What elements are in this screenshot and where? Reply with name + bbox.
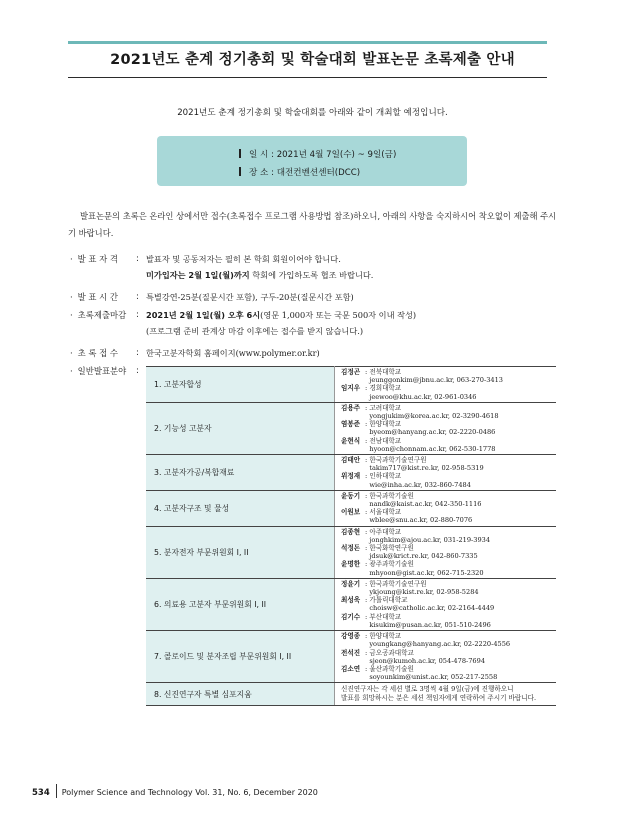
contact-list: [335, 631, 557, 683]
contact-person: 강영종 : 한양대학교 youngkang@hanyang.ac.kr, 02-2220-4556: [341, 632, 511, 649]
table-row: [146, 455, 556, 491]
category-name: 3. 고분자가공/복합재료: [146, 455, 335, 491]
contact-person: 정윤기 : 한국과학기술연구원 ykjoung@kist.re.kr, 02-958-5284: [341, 579, 479, 597]
table-row-special: [146, 683, 556, 706]
page-footer: [32, 784, 318, 798]
contact-person: 김용주 : 고려대학교 yongjukim@korea.ac.kr, 02-3290-4618: [341, 403, 499, 421]
person-name: 윤명한: [341, 560, 361, 569]
contact-person: 전석진 : 금오공과대학교 sjeon@kumoh.ac.kr, 054-478-7694: [341, 648, 486, 665]
person-name: 김종현: [341, 527, 361, 536]
submit-value: 한국고분자학회 홈페이지(www.polymer.or.kr): [146, 348, 320, 358]
person-contact: nandk@kaist.ac.kr, 042-350-1116: [369, 500, 482, 509]
person-contact: jdsuk@krict.re.kr, 042-860-7335: [369, 552, 478, 561]
person-name: 김기수: [341, 612, 361, 621]
person-affiliation: 한양대학교: [369, 420, 402, 429]
person-name: 위정재: [341, 472, 361, 481]
person-name: 임지우: [341, 384, 361, 393]
person-contact: wblee@snu.ac.kr, 02-880-7076: [369, 516, 473, 525]
fields-label: · 일반발표분야: [70, 365, 126, 377]
category-name: 2. 기능성 고분자: [146, 402, 335, 454]
person-contact: choisw@catholic.ac.kr, 02-2164-4449: [369, 604, 495, 613]
contact-person: 석정돈 : 한국화학연구원 jdsuk@krict.re.kr, 042-860-7335: [341, 544, 478, 561]
contact-list: [335, 490, 557, 526]
person-affiliation: 한양대학교: [369, 632, 402, 641]
contact-list: [335, 578, 557, 630]
person-affiliation: 한국화학연구원: [369, 544, 414, 553]
time-value: 특별강연-25분(질문시간 포함), 구두-20분(질문시간 포함): [146, 292, 354, 302]
person-contact: ykjoung@kist.re.kr, 02-958-5284: [369, 588, 479, 597]
person-contact: sjeon@kumoh.ac.kr, 054-478-7694: [369, 656, 486, 665]
person-name: 김용주: [341, 403, 361, 412]
person-affiliation: 아주대학교: [369, 527, 402, 536]
person-name: 김태안: [341, 456, 361, 465]
contact-person: 이원보 : 서울대학교 wblee@snu.ac.kr, 02-880-7076: [341, 508, 473, 525]
submit-label: · 초 록 접 수: [70, 347, 118, 359]
person-name: 전석진: [341, 648, 361, 657]
person-affiliation: 부산대학교: [369, 612, 402, 621]
contact-person: 윤현식 : 전남대학교 hyoon@chonnam.ac.kr, 062-530-1778: [341, 436, 496, 453]
journal-info: Polymer Science and Technology Vol. 31, No. 6, December 2020: [61, 788, 318, 797]
contact-person: 윤동기 : 한국과학기술원 nandk@kaist.ac.kr, 042-350-1116: [341, 491, 482, 509]
person-affiliation: 전북대학교: [369, 368, 402, 376]
table-row: [146, 578, 556, 630]
contact-person: 김종현 : 아주대학교 jonghkim@ajou.ac.kr, 031-219-3934: [341, 527, 491, 544]
fields-table: [146, 366, 556, 706]
contact-person: 최성욱 : 가톨릭대학교 choisw@catholic.ac.kr, 02-2164-4449: [341, 596, 495, 613]
person-contact: jonghkim@ajou.ac.kr, 031-219-3934: [369, 535, 491, 544]
table-row: [146, 526, 556, 578]
table-row: [146, 631, 556, 683]
table-row: [146, 402, 556, 454]
category-name: 4. 고분자구조 및 물성: [146, 490, 335, 526]
time-label: · 발 표 시 간: [70, 291, 118, 303]
person-contact: kisukim@pusan.ac.kr, 051-510-2496: [369, 620, 491, 629]
category-name: 1. 고분자합성: [146, 367, 335, 403]
page-title: 2021년도 춘계 정기총회 및 학술대회 발표논문 초록제출 안내: [110, 52, 515, 68]
person-contact: youngkang@hanyang.ac.kr, 02-2220-4556: [369, 640, 511, 649]
person-affiliation: 가톨릭대학교: [369, 596, 408, 605]
person-affiliation: 서울대학교: [369, 508, 402, 517]
person-affiliation: 금오공과대학교: [369, 648, 414, 657]
contact-list: [335, 455, 557, 491]
person-affiliation: 울산과학기술원: [369, 664, 414, 673]
contact-person: 김정곤 : 전북대학교 jeunggonkim@jbnu.ac.kr, 063-270-3413: [341, 368, 503, 385]
person-affiliation: 고려대학교: [369, 403, 402, 412]
person-contact: mhyoon@gist.ac.kr, 062-715-2320: [369, 568, 484, 577]
contact-person: 위정재 : 인하대학교 wie@inha.ac.kr, 032-860-7484: [341, 472, 471, 489]
date-line: 일 시 : 2021년 4월 7일(수) ~ 9일(금): [239, 148, 396, 160]
person-name: 윤현식: [341, 436, 361, 445]
special-note: 신진연구자는 각 세션 별로 3명씩 4월 9일(금)에 진행하오니 발표를 희망하시는 분은 세션 책임자에게 연락하여 주시기 바랍니다.: [335, 683, 557, 706]
contact-person: 김소연 : 울산과학기술원 soyounkim@unist.ac.kr, 052-217-2558: [341, 664, 498, 682]
person-contact: jeunggonkim@jbnu.ac.kr, 063-270-3413: [369, 376, 503, 385]
category-name: 6. 의료용 고분자 부문위원회 I, II: [146, 578, 335, 630]
person-contact: yongjukim@korea.ac.kr, 02-3290-4618: [369, 412, 499, 421]
table-row: [146, 367, 556, 403]
category-name: 5. 분자전자 부문위원회 I, II: [146, 526, 335, 578]
contact-list: [335, 367, 557, 403]
person-contact: byeom@hanyang.ac.kr, 02-2220-0486: [369, 428, 496, 437]
person-contact: hyoon@chonnam.ac.kr, 062-530-1778: [369, 444, 496, 453]
contact-person: 염봉준 : 한양대학교 byeom@hanyang.ac.kr, 02-2220-0486: [341, 420, 496, 437]
instructions-paragraph: 발표논문의 초록은 온라인 상에서만 접수(초록접수 프로그램 사용방법 참조)하오니, 아래의 사항을 숙지하시어 착오없이 제출해 주시기 바랍니다.: [68, 211, 557, 238]
contact-list: [335, 402, 557, 454]
intro-text: 2021년도 춘계 정기총회 및 학술대회를 아래와 같이 개최할 예정입니다.: [177, 108, 448, 118]
top-accent-line: [68, 41, 547, 44]
category-name: 7. 콜로이드 및 분자조립 부문위원회 I, II: [146, 631, 335, 683]
person-contact: jeewoo@khu.ac.kr, 02-961-0346: [369, 392, 477, 401]
contact-list: [335, 526, 557, 578]
deadline-line1: 2021년 2월 1일(월) 오후 6시(영문 1,000자 또는 국문 500자 이내 작성): [146, 310, 417, 320]
person-contact: takim717@kist.re.kr, 02-958-5319: [369, 464, 484, 473]
person-affiliation: 한국과학기술연구원: [369, 456, 427, 465]
contact-person: 윤명한 : 광주과학기술원 mhyoon@gist.ac.kr, 062-715-2320: [341, 560, 484, 577]
title-underline: [68, 77, 547, 78]
person-name: 이원보: [341, 508, 361, 517]
person-name: 염봉준: [341, 420, 361, 429]
person-name: 강영종: [341, 632, 361, 641]
presenter-line1: 발표자 및 공동저자는 필히 본 학회 회원이어야 합니다.: [146, 254, 341, 264]
presenter-line2: 미가입자는 2월 1일(월)까지 학회에 가입하도록 협조 바랍니다.: [146, 270, 374, 280]
event-info-box: [157, 136, 467, 186]
deadline-label: · 초록제출마감: [70, 309, 126, 321]
person-affiliation: 인하대학교: [369, 472, 402, 481]
person-name: 정윤기: [341, 579, 361, 588]
person-contact: wie@inha.ac.kr, 032-860-7484: [369, 480, 471, 489]
person-affiliation: 광주과학기술원: [369, 560, 414, 569]
person-name: 최성욱: [341, 596, 361, 605]
person-affiliation: 한국과학기술원: [369, 491, 414, 500]
person-contact: soyounkim@unist.ac.kr, 052-217-2558: [369, 673, 498, 682]
table-row: [146, 490, 556, 526]
contact-person: 김기수 : 부산대학교 kisukim@pusan.ac.kr, 051-510-2496: [341, 612, 491, 629]
person-affiliation: 전남대학교: [369, 436, 402, 445]
person-affiliation: 한국과학기술연구원: [369, 579, 427, 588]
venue-line: 장 소 : 대전컨벤션센터(DCC): [239, 166, 360, 178]
person-name: 윤동기: [341, 491, 361, 500]
person-name: 김정곤: [341, 368, 361, 376]
page-number: 534: [32, 788, 50, 798]
deadline-line2: (프로그램 준비 관계상 마감 이후에는 접수를 받지 않습니다.): [146, 326, 364, 336]
contact-person: 임지우 : 경희대학교 jeewoo@khu.ac.kr, 02-961-0346: [341, 384, 477, 401]
presenter-label: · 발 표 자 격: [70, 253, 118, 265]
person-affiliation: 경희대학교: [369, 384, 402, 393]
contact-person: 김태안 : 한국과학기술연구원 takim717@kist.re.kr, 02-958-5319: [341, 456, 484, 473]
person-name: 석정돈: [341, 544, 361, 553]
person-name: 김소연: [341, 664, 361, 673]
category-name: 8. 신진연구자 특별 심포지움: [146, 683, 335, 706]
